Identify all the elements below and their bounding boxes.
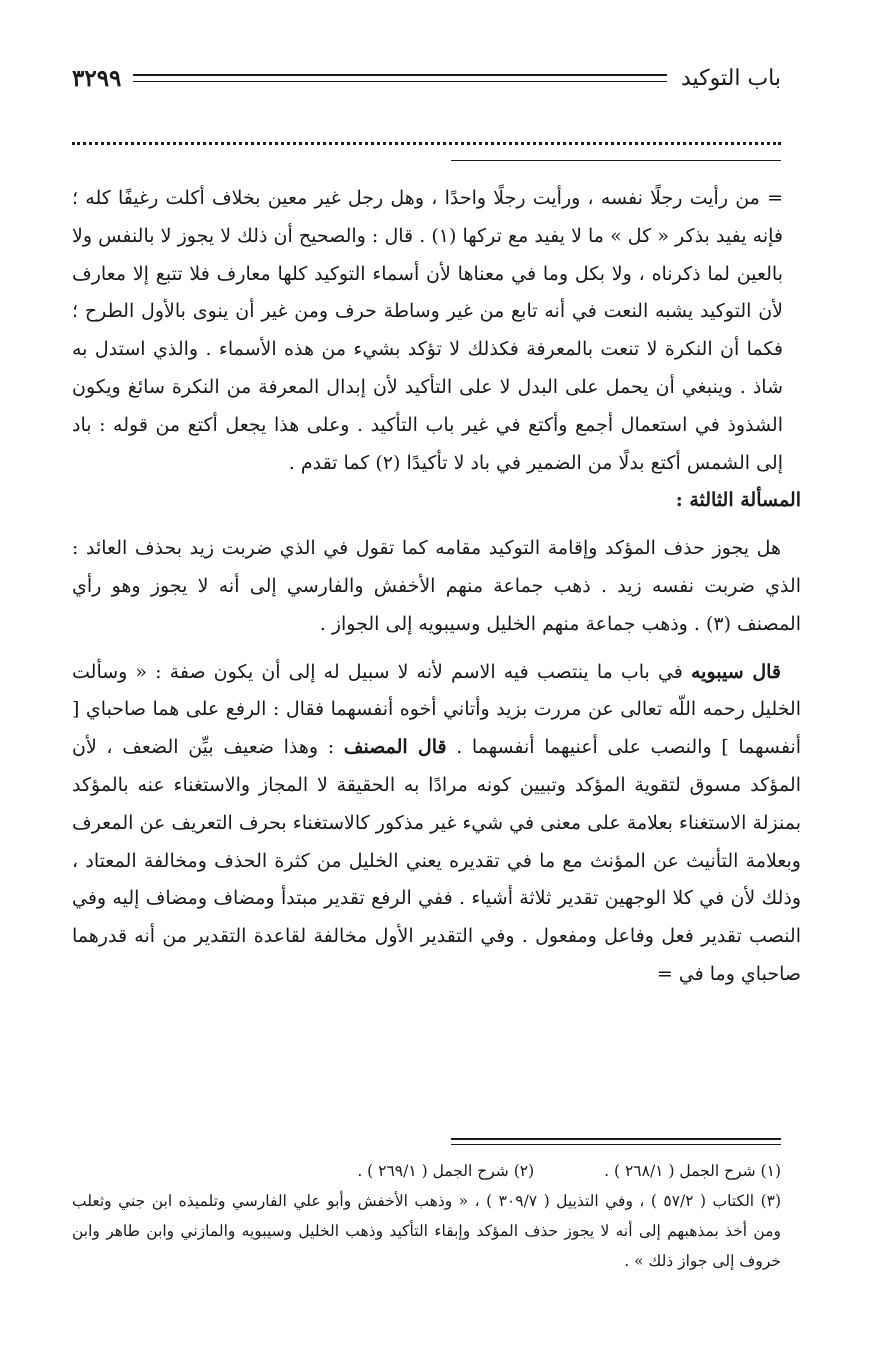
dotted-separator bbox=[72, 142, 781, 145]
bold-lead-musannif: قال المصنف bbox=[343, 736, 447, 759]
paragraph-sibawayh bbox=[72, 654, 801, 994]
chapter-title: باب التوكيد bbox=[680, 65, 781, 91]
main-text bbox=[72, 180, 801, 994]
footnote-row-1-2 bbox=[72, 1156, 781, 1186]
continuation-paragraph: = من رأيت رجلًا نفسه ، ورأيت رجلًا واحدًا ، وهل رجل غير معين بخلاف أكلت رغيفًا كله ؛ فإنه يفيد بذكر « كل » ما لا يفيد مع تركها (١) . قال : والصحيح أن ذلك لا يجوز لا بالنفس ولا بالعين لما ذكرناه ، ولا بكل وما في معناها لأن أسماء التوكيد كلها معارف فلا تتبع إلا معارف لأن التوكيد يشبه النعت في أنه تابع من غير وساطة حرف ومن غير أن ينوى بالأول الطرح ؛ فكما أن النكرة لا تنعت بالمعرفة فكذلك لا تؤكد بشيء من هذه الأسماء . والذي استدل به شاذ . وينبغي أن يحمل على البدل لا على التأكيد لأن إبدال المعرفة من النكرة سائغ ويكون الشذوذ في استعمال أجمع وأكتع في غير باب التأكيد . وعلى هذا يجعل أكتع من قوله : باد إلى الشمس أكتع بدلًا من الضمير في باد لا تأكيدًا (٢) كما تقدم . bbox=[72, 187, 783, 474]
footnotes bbox=[72, 1156, 781, 1276]
short-solid-rule bbox=[451, 160, 781, 161]
paragraph-question: هل يجوز حذف المؤكد وإقامة التوكيد مقامه كما تقول في الذي ضربت زيد بحذف العائد : الذي ضربت نفسه زيد . ذهب جماعة منهم الأخفش والفارسي إلى أنه لا يجوز وهو رأي المصنف (٣) . وذهب جماعة منهم الخليل وسيبويه إلى الجواز . bbox=[72, 537, 801, 635]
header-rule bbox=[133, 74, 667, 82]
section-heading: المسألة الثالثة : bbox=[675, 489, 801, 512]
footnote-2: (٢) شرح الجمل ( ٢٦٩/١ ) . bbox=[357, 1162, 535, 1180]
bold-lead-sibawayh: قال سيبويه bbox=[690, 660, 781, 683]
running-header bbox=[72, 58, 781, 98]
paragraph-text-b: : وهذا ضعيف بيِّن الضعف ، لأن المؤكد مسوق لتقوية المؤكد وتبيين كونه مرادًا به الحقيقة لا المجاز والاستغناء عنه بالمؤكد بمنزلة الاستغناء بعلامة على معنى في شيء غير مذكور كالاستغناء بحرف التعريف عن المعرف وبعلامة التأنيث عن المؤنث مع ما في تقديره يعني الخليل من كثرة الحذف ومخالفة المعتاد ، وذلك لأن في كلا الوجهين تقدير ثلاثة أشياء . ففي الرفع تقدير مبتدأ ومضاف ومضاف إليه وفي النصب تقدير فعل وفاعل ومفعول . وفي التقدير الأول مخالفة لقاعدة التقدير من أنه قدرهما صاحباي وما في = bbox=[72, 736, 801, 985]
paragraph-text-a: في باب ما ينتصب فيه الاسم لأنه لا سبيل له إلى أن يكون صفة : « وسألت الخليل رحمه اللّه تعالى عن مررت بزيد وأتاني أخوه أنفسهما فقال : الرفع على هما صاحباي [ أنفسهما ] والنصب على أعنيهما أنفسهما . bbox=[72, 660, 801, 759]
footnote-3: (٣) الكتاب ( ٥٧/٢ ) ، وفي التذييل ( ٣٠٩/٧ ) ، « وذهب الأخفش وأبو علي الفارسي وتلميذه ابن جني وثعلب ومن أخذ بمذهبهم إلى أنه لا يجوز حذف المؤكد وإبقاء التأكيد وذهب الخليل وسيبويه والمازني وابن طاهر وابن خروف إلى جواز ذلك » . bbox=[72, 1192, 782, 1270]
page-number: ٣٢٩٩ bbox=[72, 64, 122, 92]
footnote-1: (١) شرح الجمل ( ٢٦٨/١ ) . bbox=[604, 1162, 781, 1180]
footnote-separator bbox=[451, 1138, 781, 1145]
